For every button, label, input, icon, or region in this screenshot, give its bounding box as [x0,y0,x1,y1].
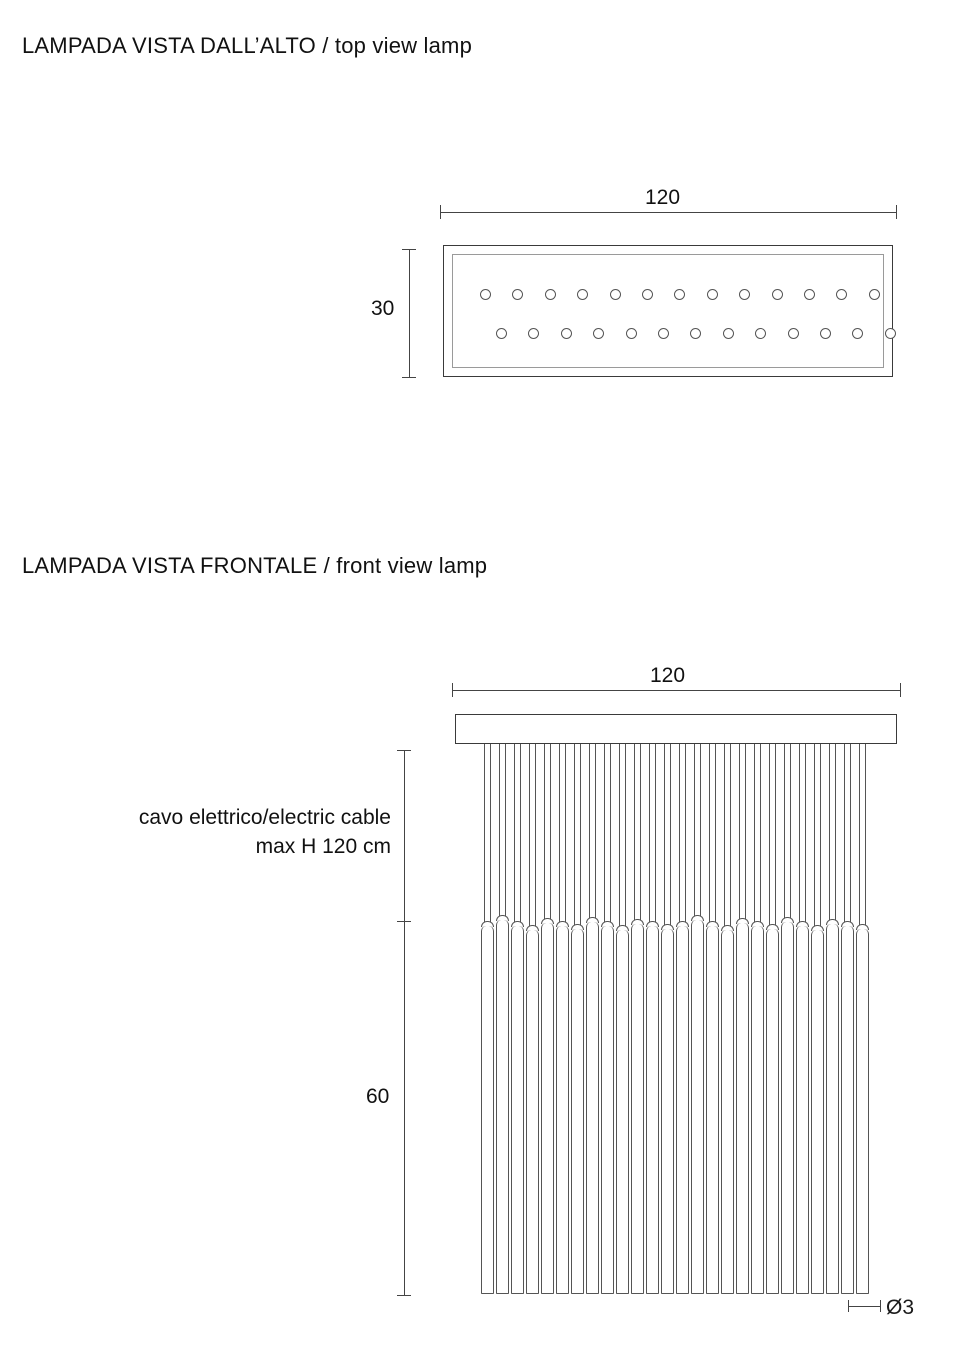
front-view-cable [784,744,791,921]
front-view-tube [721,930,734,1294]
front-view-cable [709,744,716,925]
front-view-tick-tube-top [397,921,411,922]
front-view-tube [631,924,644,1294]
front-view-cable [484,744,491,925]
front-view-tube [571,929,584,1294]
front-view-cable [769,744,776,928]
section-title-top-view: LAMPADA VISTA DALL’ALTO / top view lamp [22,33,473,58]
top-view-depth-label: 30 [371,297,395,320]
front-view-cable [604,744,611,925]
front-view-cable [589,744,596,921]
front-view-cable [739,744,746,922]
front-view-cable [619,744,626,929]
front-view-tube [526,930,539,1294]
front-view-tube [661,929,674,1294]
front-view-vertical-reference-line [404,750,405,1295]
front-view-tube [796,926,809,1294]
front-view-cable-note [71,803,391,861]
front-view-cable [649,744,656,925]
cable-note-line2: max H 120 cm [255,835,391,858]
front-view-cable [694,744,701,919]
diameter-tick-left [848,1300,849,1312]
front-view-cable [844,744,851,925]
front-view-tube [811,930,824,1294]
front-view-tick-bottom [397,1295,411,1296]
front-view-tick-canopy [397,750,411,751]
front-view-cable [724,744,731,929]
front-view-tube [706,926,719,1294]
front-view-cable [574,744,581,928]
front-view-tube [616,930,629,1294]
front-view-width-tick-left [452,683,453,697]
front-view-cable [859,744,866,928]
front-view-tube [841,926,854,1294]
front-view-tube [586,922,599,1294]
front-view-tube [676,926,689,1294]
front-view-cable [559,744,566,925]
front-view-tube [556,926,569,1294]
front-view-tube [781,922,794,1294]
front-view-width-label: 120 [650,664,686,687]
front-view-tube [826,924,839,1294]
front-view-tube [691,920,704,1294]
front-view-tube [646,926,659,1294]
front-view-cable [634,744,641,923]
front-view-tube [511,926,524,1294]
section-title-front-view: LAMPADA VISTA FRONTALE / front view lamp [22,553,488,578]
front-view-canopy [455,714,897,744]
diameter-leader-line [848,1306,880,1307]
front-view-cable [829,744,836,923]
front-view-cable [499,744,506,919]
front-view-height-label: 60 [366,1085,390,1108]
front-view-cable [544,744,551,922]
front-view-cable [664,744,671,928]
front-view-tube [541,923,554,1294]
front-view-width-tick-right [900,683,901,697]
front-view-width-dimension-line [452,690,900,691]
front-view-cable [514,744,521,925]
front-view-tube [481,926,494,1294]
diameter-tick-right [880,1300,881,1312]
top-view-width-label: 120 [645,186,681,209]
front-view-cable [799,744,806,925]
front-view-tube [766,929,779,1294]
front-view-diameter-label: Ø3 [886,1296,915,1319]
front-view-cable [529,744,536,929]
front-view-tube [856,929,869,1294]
front-view-tube [736,923,749,1294]
front-view-cable [679,744,686,925]
front-view-tube [601,926,614,1294]
front-view-tube [496,920,509,1294]
front-view-tube [751,926,764,1294]
cable-note-line1: cavo elettrico/electric cable [138,806,391,829]
front-view-cable [814,744,821,929]
front-view-cable [754,744,761,925]
